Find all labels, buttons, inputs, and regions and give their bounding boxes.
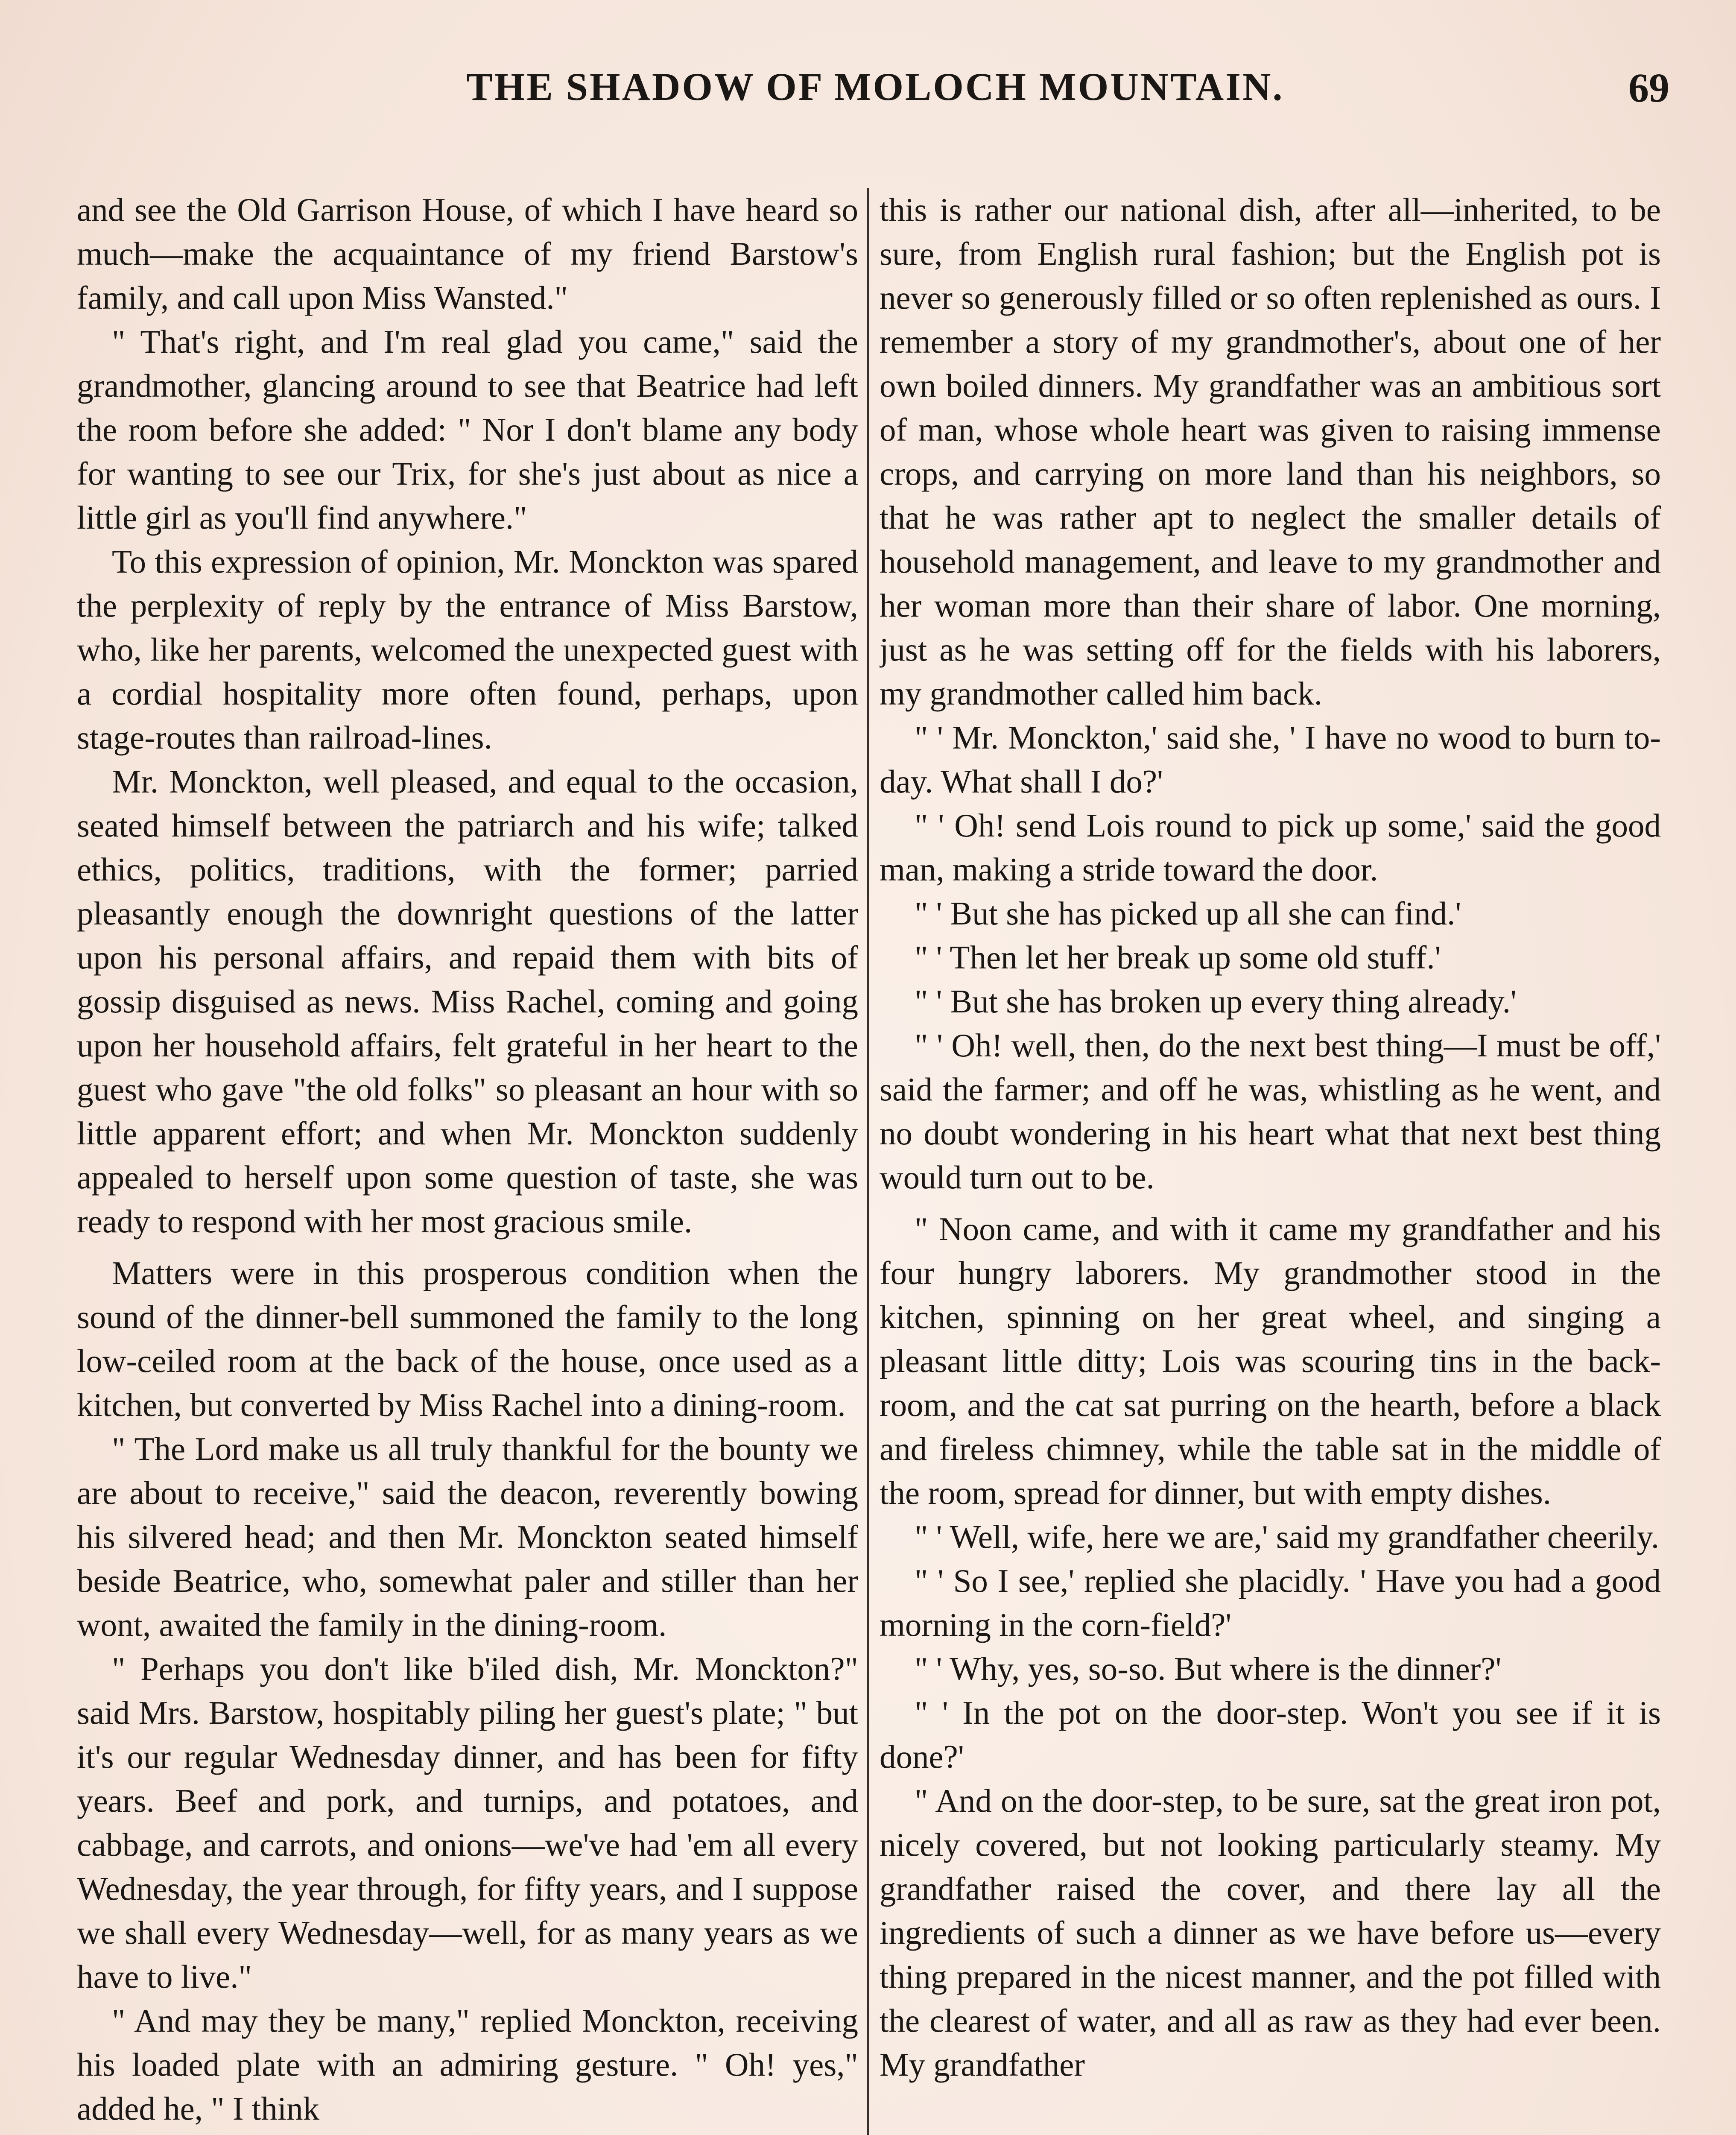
paragraph: " That's right, and I'm real glad you came," said the grandmother, glancing around to see that Beatrice had left the room before she added: " Nor I don't blame any body for wanting to see our Trix, for she's just about as nice a little girl as you'll find anywhere." xyxy=(77,323,858,536)
paragraph: Mr. Monckton, well pleased, and equal to the occasion, seated himself between the patriarch and his wife; talked ethics, politics, traditions, with the former; parried pleasantly enough the downright questions of the latter upon his personal affairs, and repaid them with bits of gossip disguised as news. Miss Rachel, coming and going upon her household affairs, felt grateful in her heart to the guest who gave "the old folks" so pleasant an hour with so little apparent effort; and when Mr. Monckton suddenly appealed to herself upon some question of taste, she was ready to respond with her most gracious smile. xyxy=(77,763,858,1240)
paragraph: " ' Then let her break up some old stuff.' xyxy=(915,939,1441,976)
paragraph: " ' But she has picked up all she can find.' xyxy=(915,895,1461,932)
page-header xyxy=(77,64,1674,120)
paragraph: " Noon came, and with it came my grandfather and his four hungry laborers. My grandmother stood in the kitchen, spinning on her great wheel, and singing a pleasant little ditty; Lois was scouring tins in the back-room, and the cat sat purring on the hearth, before a black and fireless chimney, while the table sat in the middle of the room, spread for dinner, but with empty dishes. xyxy=(880,1211,1661,1511)
left-column xyxy=(77,188,858,2135)
right-column xyxy=(880,188,1661,2135)
page-number: 69 xyxy=(1628,65,1669,111)
paragraph: " And on the door-step, to be sure, sat the great iron pot, nicely covered, but not looking particularly steamy. My grandfather raised the cover, and there lay all the ingredients of such a dinner as we have before us—every thing prepared in the nicest manner, and the pot filled with the clearest of water, and all as raw as they had ever been. My grandfather xyxy=(880,1782,1661,2083)
paragraph: " And may they be many," replied Monckton, receiving his loaded plate with an admiring gesture. " Oh! yes," added he, " I think xyxy=(77,2002,858,2127)
paragraph: this is rather our national dish, after all—inherited, to be sure, from English rural fashion; but the English pot is never so generously filled or so often replenished as ours. I remember a story of my grandmother's, about one of her own boiled dinners. My grandfather was an ambitious sort of man, whose whole heart was given to raising immense crops, and carrying on more land than his neighbors, so that he was rather apt to neglect the smaller details of household management, and leave to my grandmother and her woman more than their share of labor. One morning, just as he was setting off for the fields with his laborers, my grandmother called him back. xyxy=(880,191,1661,712)
paragraph: " ' In the pot on the door-step. Won't you see if it is done?' xyxy=(880,1694,1661,1775)
paragraph: " ' Oh! send Lois round to pick up some,' said the good man, making a stride toward the door. xyxy=(880,807,1661,888)
paragraph: " ' But she has broken up every thing already.' xyxy=(915,983,1517,1020)
paragraph: Matters were in this prosperous condition when the sound of the dinner-bell summoned the family to the long low-ceiled room at the back of the house, once used as a kitchen, but converted by Miss Rachel into a dining-room. xyxy=(77,1255,858,1423)
paragraph: and see the Old Garrison House, of which I have heard so much—make the acquaintance of my friend Barstow's family, and call upon Miss Wansted." xyxy=(77,191,858,316)
running-title: THE SHADOW OF MOLOCH MOUNTAIN. xyxy=(466,65,1284,108)
paragraph: To this expression of opinion, Mr. Monckton was spared the perplexity of reply by the entrance of Miss Barstow, who, like her parents, welcomed the unexpected guest with a cordial hospitality more often found, perhaps, upon stage-routes than railroad-lines. xyxy=(77,543,858,756)
paragraph: " ' Oh! well, then, do the next best thing—I must be off,' said the farmer; and off he was, whistling as he went, and no doubt wondering in his heart what that next best thing would turn out to be. xyxy=(880,1027,1661,1196)
paragraph: " ' So I see,' replied she placidly. ' Have you had a good morning in the corn-field?' xyxy=(880,1562,1661,1643)
column-divider xyxy=(867,188,869,2135)
paragraph: " ' Well, wife, here we are,' said my grandfather cheerily. xyxy=(915,1518,1660,1555)
paragraph: " The Lord make us all truly thankful for the bounty we are about to receive," said the deacon, reverently bowing his silvered head; and then Mr. Monckton seated himself beside Beatrice, who, somewhat paler and stiller than her wont, awaited the family in the dining-room. xyxy=(77,1430,858,1643)
paragraph: " Perhaps you don't like b'iled dish, Mr. Monckton?" said Mrs. Barstow, hospitably piling her guest's plate; " but it's our regular Wednesday dinner, and has been for fifty years. Beef and pork, and turnips, and potatoes, and cabbage, and carrots, and onions—we've had 'em all every Wednesday, the year through, for fifty years, and I suppose we shall every Wednesday—well, for as many years as we have to live." xyxy=(77,1650,858,1995)
paragraph: " ' Mr. Monckton,' said she, ' I have no wood to burn to-day. What shall I do?' xyxy=(880,719,1661,800)
paragraph: " ' Why, yes, so-so. But where is the dinner?' xyxy=(915,1650,1502,1687)
